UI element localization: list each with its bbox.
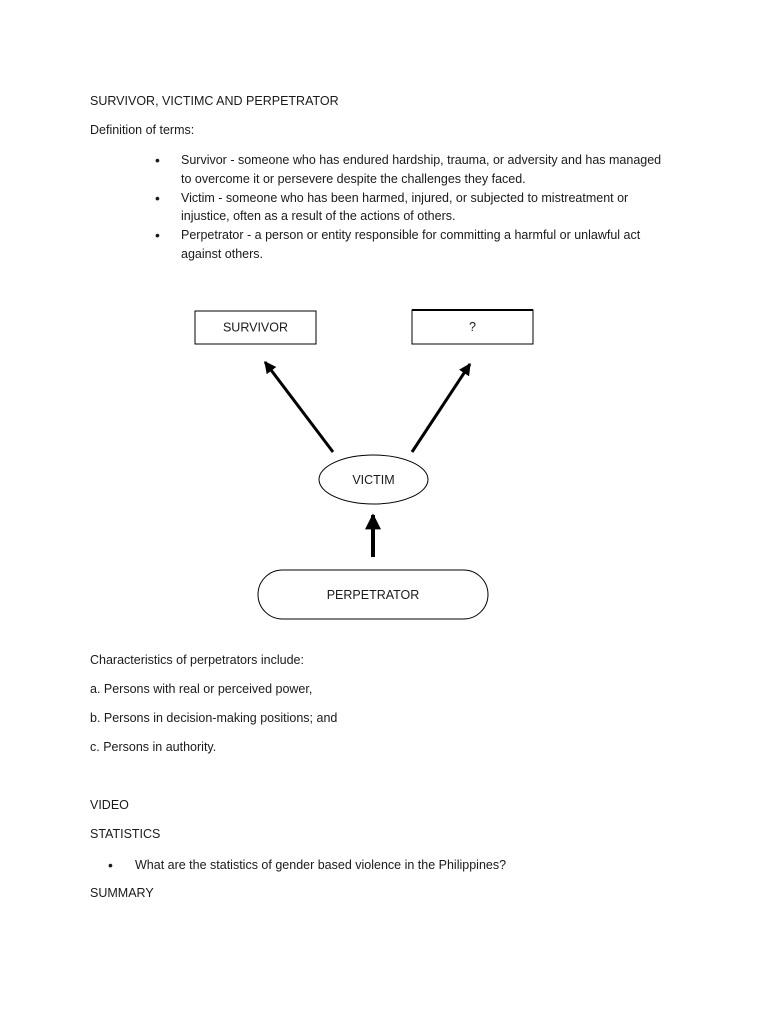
definition-survivor: • Survivor - someone who has endured hardship, trauma, or adversity and has managed to overcome it or persevere despite the challenges they faced. [155, 151, 675, 189]
characteristic-a: a. Persons with real or perceived power, [90, 682, 313, 696]
survivor-box [195, 311, 316, 344]
document-title: SURVIVOR, VICTIMC AND PERPETRATOR [90, 94, 339, 108]
statistics-heading: STATISTICS [90, 827, 161, 841]
victim-label: VICTIM [352, 473, 395, 487]
victim-ellipse [319, 455, 428, 504]
video-heading: VIDEO [90, 798, 129, 812]
definition-victim: • Victim - someone who has been harmed, injured, or subjected to mistreatment or injustice, often as a result of the actions of others. [155, 189, 675, 227]
victim-to-unknown-arrow [412, 364, 470, 452]
survivor-label: SURVIVOR [222, 320, 289, 335]
definition-heading: Definition of terms: [90, 123, 195, 137]
definition-perpetrator: • Perpetrator - a person or entity responsible for committing a harmful or unlawful act against others. [155, 226, 675, 264]
summary-heading: SUMMARY [90, 886, 154, 900]
statistics-list [108, 856, 506, 875]
unknown-box [412, 310, 533, 344]
characteristic-b: b. Persons in decision-making positions; and [90, 711, 338, 725]
victim-to-survivor-arrow [265, 362, 333, 452]
statistics-question: • What are the statistics of gender based violence in the Philippines? [108, 856, 506, 875]
characteristic-c: c. Persons in authority. [90, 740, 217, 754]
unknown-label: ? [469, 320, 476, 334]
perpetrator-label: PERPETRATOR [326, 588, 420, 602]
characteristics-heading: Characteristics of perpetrators include: [90, 653, 304, 667]
perpetrator-box [258, 570, 488, 619]
